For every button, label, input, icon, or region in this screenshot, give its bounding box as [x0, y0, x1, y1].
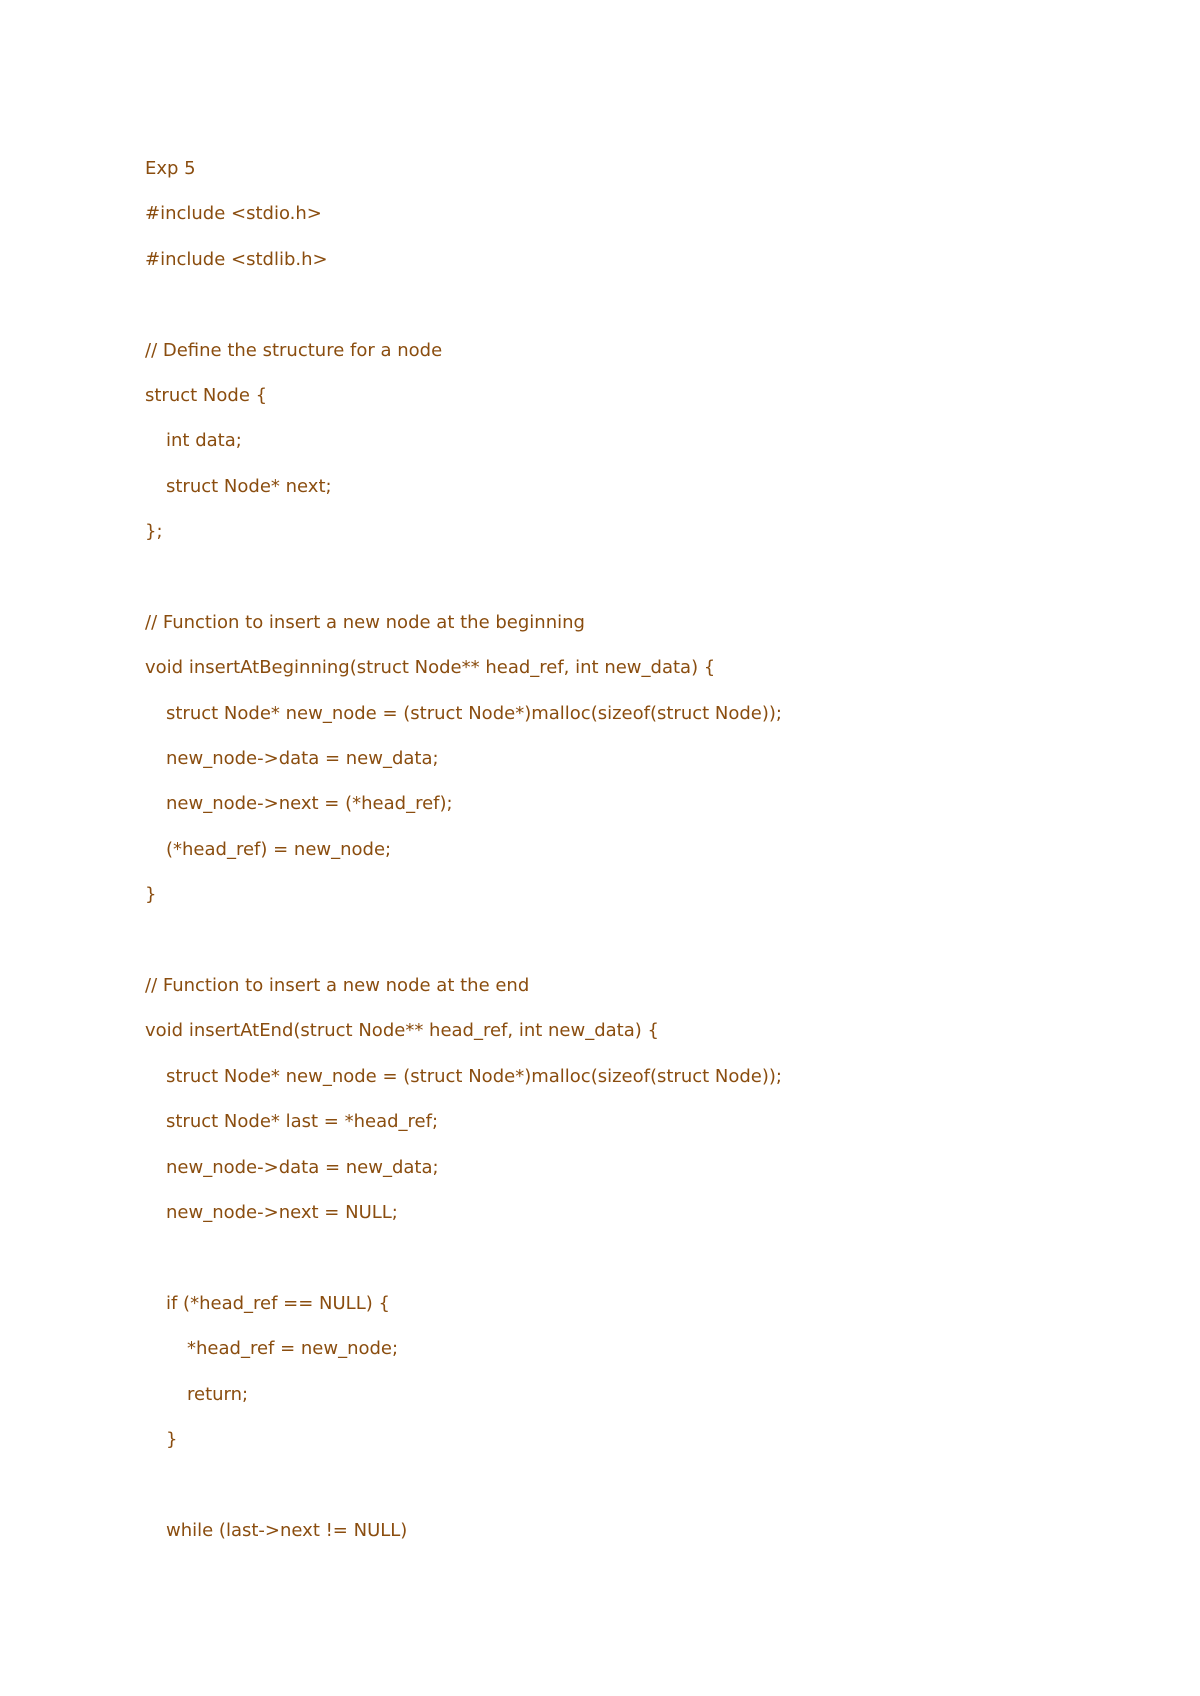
code-line: struct Node* new_node = (struct Node*)malloc(sizeof(struct Node)); [166, 702, 782, 724]
blank-line [145, 555, 1105, 600]
code-line: int data; [166, 430, 242, 452]
code-line: *head_ref = new_node; [187, 1338, 399, 1360]
code-line: while (last->next != NULL) [166, 1519, 408, 1541]
code-line: // Function to insert a new node at the end [145, 975, 530, 997]
code-line: new_node->data = new_data; [166, 748, 439, 770]
code-line: } [166, 1428, 178, 1450]
blank-line [145, 918, 1105, 963]
code-listing [145, 146, 1105, 1553]
code-line: // Function to insert a new node at the beginning [145, 611, 585, 633]
code-line: new_node->data = new_data; [166, 1156, 439, 1178]
code-line: }; [145, 521, 163, 543]
code-line: if (*head_ref == NULL) { [166, 1292, 390, 1314]
blank-line [145, 282, 1105, 327]
code-line: #include <stdio.h> [145, 203, 322, 225]
code-line: void insertAtEnd(struct Node** head_ref, int new_data) { [145, 1020, 659, 1042]
code-line: new_node->next = (*head_ref); [166, 793, 453, 815]
blank-line [145, 1235, 1105, 1280]
code-line: struct Node* new_node = (struct Node*)malloc(sizeof(struct Node)); [166, 1065, 782, 1087]
code-line: #include <stdlib.h> [145, 248, 328, 270]
code-line: struct Node { [145, 384, 268, 406]
code-line: return; [187, 1383, 249, 1405]
code-line: new_node->next = NULL; [166, 1201, 398, 1223]
code-line: } [145, 884, 157, 906]
code-line: void insertAtBeginning(struct Node** head_ref, int new_data) { [145, 657, 716, 679]
code-line: struct Node* last = *head_ref; [166, 1111, 439, 1133]
blank-line [145, 1462, 1105, 1507]
code-line: (*head_ref) = new_node; [166, 838, 392, 860]
code-line: // Define the structure for a node [145, 339, 443, 361]
code-line: struct Node* next; [166, 475, 332, 497]
code-line: Exp 5 [145, 158, 196, 179]
